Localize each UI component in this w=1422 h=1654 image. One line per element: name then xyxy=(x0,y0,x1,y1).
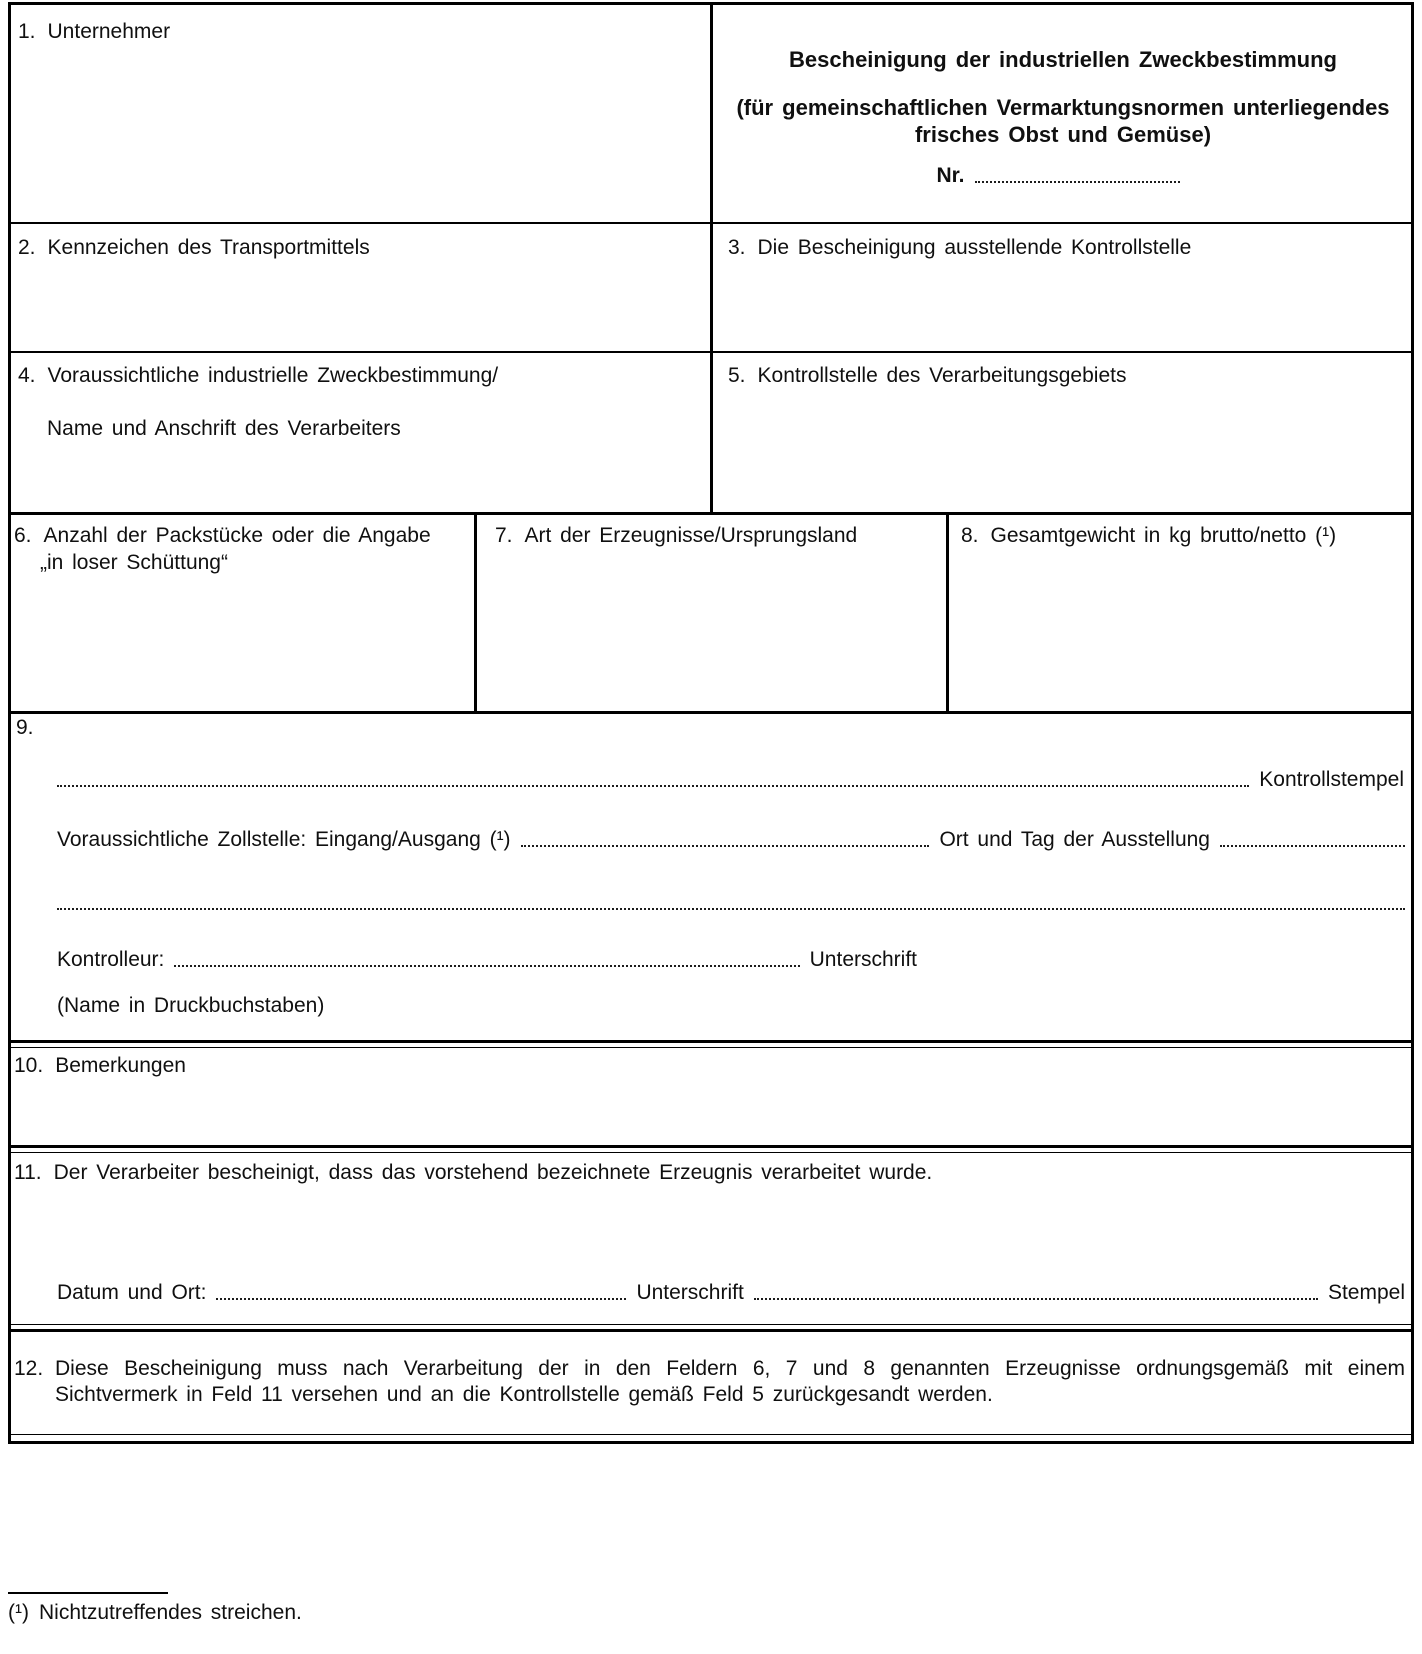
field-2-number: 2. xyxy=(18,236,36,259)
field-10-label xyxy=(14,1054,186,1078)
field-6-label-line2: „in loser Schüttung“ xyxy=(40,551,228,574)
field-8-label xyxy=(961,524,1336,548)
field-11-statement xyxy=(14,1161,932,1185)
horizontal-divider-double xyxy=(8,1145,1414,1153)
footnote-rule xyxy=(8,1592,168,1594)
field-7-text: Art der Erzeugnisse/Ursprungsland xyxy=(524,524,858,547)
field-7-number: 7. xyxy=(495,524,513,547)
dotted-blank-line xyxy=(174,965,799,967)
dotted-blank-line xyxy=(521,845,930,847)
field-5-number: 5. xyxy=(728,364,746,387)
field-5-text: Kontrollstelle des Verarbeitungsgebiets xyxy=(757,364,1127,387)
dotted-blank-line xyxy=(57,892,1405,910)
nr-row xyxy=(712,164,1414,188)
field-11-number: 11. xyxy=(14,1161,42,1184)
field-6-label-line1 xyxy=(14,524,431,548)
horizontal-divider-double xyxy=(8,1324,1414,1332)
horizontal-divider-thick xyxy=(8,512,1414,515)
unterschrift-label: Unterschrift xyxy=(809,948,917,971)
form-subtitle-line2: frisches Obst und Gemüse) xyxy=(914,122,1212,147)
field-11-text: Der Verarbeiter bescheinigt, dass das vorstehend bezeichnete Erzeugnis verarbeitet wurde. xyxy=(53,1161,933,1184)
dotted-blank-line xyxy=(216,1298,626,1300)
field-3-number: 3. xyxy=(728,236,746,259)
field-1-text: Unternehmer xyxy=(47,20,171,43)
form-subtitle-line1: (für gemeinschaftlichen Vermarktungsnormen unterliegendes xyxy=(736,95,1390,120)
field-10-number: 10. xyxy=(14,1054,44,1077)
zollstelle-label: Voraussichtliche Zollstelle: Eingang/Ausgang (¹) xyxy=(57,828,511,851)
kontrolleur-row xyxy=(57,948,917,972)
field-4-text-line1: Voraussichtliche industrielle Zweckbestimmung/ xyxy=(47,364,499,387)
field-7-label xyxy=(495,524,857,548)
field-6-number: 6. xyxy=(14,524,32,547)
field-8-number: 8. xyxy=(961,524,979,547)
field-6-text-line1: Anzahl der Packstücke oder die Angabe xyxy=(43,524,431,547)
field-4-label-line1 xyxy=(18,364,498,388)
dotted-blank-line xyxy=(1220,845,1405,847)
field-8-text: Gesamtgewicht in kg brutto/netto (¹) xyxy=(990,524,1337,547)
field-12-text: Diese Bescheinigung muss nach Verarbeitung der in den Feldern 6, 7 und 8 genannten Erzeugnisse ordnungsgemäß mit einem Sichtvermerk in Feld 11 versehen und an die Kontrollstelle gemäß Feld 5 zurückgesandt werden. xyxy=(55,1357,1405,1406)
nr-label: Nr. xyxy=(936,164,965,187)
zollstelle-row xyxy=(57,828,1405,852)
dotted-blank-line xyxy=(754,1298,1318,1300)
horizontal-divider-double xyxy=(8,1040,1414,1048)
horizontal-divider-thick xyxy=(8,711,1414,714)
unterschrift-label-11: Unterschrift xyxy=(636,1281,744,1304)
field-12-statement xyxy=(14,1356,1405,1408)
stempel-label: Stempel xyxy=(1327,1281,1405,1304)
name-in-print-hint: (Name in Druckbuchstaben) xyxy=(57,994,325,1017)
field-4-number: 4. xyxy=(18,364,36,387)
kontrolleur-label: Kontrolleur: xyxy=(57,948,165,971)
form-title: Bescheinigung der industriellen Zweckbestimmung xyxy=(789,47,1337,72)
datum-ort-label: Datum und Ort: xyxy=(57,1281,207,1304)
field-2-text: Kennzeichen des Transportmittels xyxy=(47,236,370,259)
field-3-label xyxy=(728,236,1191,260)
datum-ort-row xyxy=(57,1281,1405,1305)
field-1-label xyxy=(18,20,170,44)
kontrollstempel-label: Kontrollstempel xyxy=(1259,768,1404,791)
field-5-label xyxy=(728,364,1126,388)
field-3-text: Die Bescheinigung ausstellende Kontrollstelle xyxy=(757,236,1192,259)
field-1-number: 1. xyxy=(18,20,36,43)
dotted-blank-line xyxy=(57,785,1249,787)
field-9-number: 9. xyxy=(16,716,34,739)
footnote-marker: (¹) xyxy=(8,1601,29,1624)
vertical-divider xyxy=(710,2,713,512)
field-2-label xyxy=(18,236,370,260)
horizontal-divider xyxy=(8,1434,1414,1435)
nr-dotted-blank xyxy=(975,181,1180,183)
ort-tag-label: Ort und Tag der Ausstellung xyxy=(939,828,1210,851)
field-10-text: Bemerkungen xyxy=(55,1054,186,1077)
field-12-number: 12. xyxy=(14,1357,44,1380)
footnote xyxy=(8,1601,302,1625)
vertical-divider xyxy=(946,512,949,711)
vertical-divider xyxy=(474,512,477,711)
footnote-text: Nichtzutreffendes streichen. xyxy=(38,1601,302,1624)
field-4-label-line2: Name und Anschrift des Verarbeiters xyxy=(47,417,401,440)
kontrollstempel-row xyxy=(57,768,1404,792)
